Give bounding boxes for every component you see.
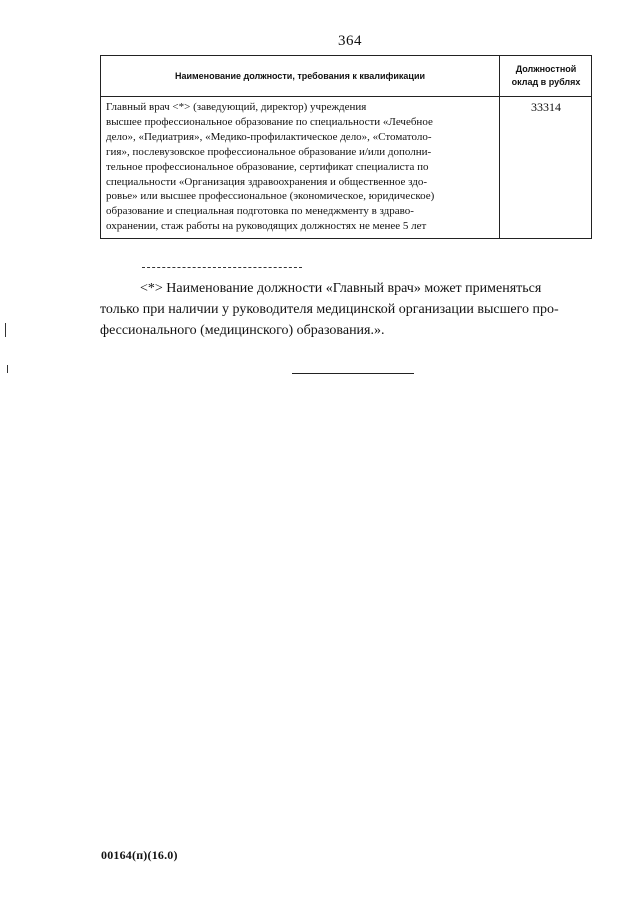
scan-mark [5, 323, 6, 337]
description-line: гия», послевузовское профессиональное образование и/или дополни- [106, 145, 432, 158]
description-line: специальности «Организация здравоохранения и общественное здо- [106, 175, 428, 188]
salary-value: 33314 [531, 100, 561, 114]
description-line: образование и специальная подготовка по менеджменту в здраво- [106, 205, 414, 218]
description-line: Главный врач <*> (заведующий, директор) учреждения [106, 101, 367, 113]
description-line: высшее профессиональное образование по специальности «Лечебное [106, 115, 433, 128]
footnote-line: <*> Наименование должности «Главный врач» может применяться [140, 281, 542, 296]
header-requirements-label: Наименование должности, требования к квалификации [174, 71, 426, 81]
header-salary-line1: Должностной [515, 64, 577, 74]
description-line: охранении, стаж работы на руководящих должностях не менее 5 лет [106, 220, 427, 233]
header-salary [500, 56, 592, 96]
footnote-separator [142, 267, 302, 268]
description-line: ровье» или высшее профессиональное (экономическое, юридическое) [106, 190, 435, 203]
footnote-line: фессионального (медицинского) образования.». [100, 323, 385, 338]
end-rule [292, 373, 414, 374]
description-line: дело», «Педиатрия», «Медико-профилактическое дело», «Стоматоло- [106, 130, 432, 143]
footnote [100, 278, 590, 341]
header-salary-line2: оклад в рублях [511, 77, 581, 87]
position-description [106, 100, 494, 234]
document-code: 00164(п)(16.0) [101, 848, 178, 862]
footnote-line: только при наличии у руководителя медицинской организации высшего про- [100, 302, 559, 317]
header-position-requirements [101, 56, 499, 96]
description-line: тельное профессиональное образование, сертификат специалиста по [106, 160, 429, 173]
qualification-table [100, 55, 592, 239]
page-number: 364 [338, 33, 362, 49]
scan-mark [7, 365, 8, 373]
header-divider [101, 96, 591, 97]
